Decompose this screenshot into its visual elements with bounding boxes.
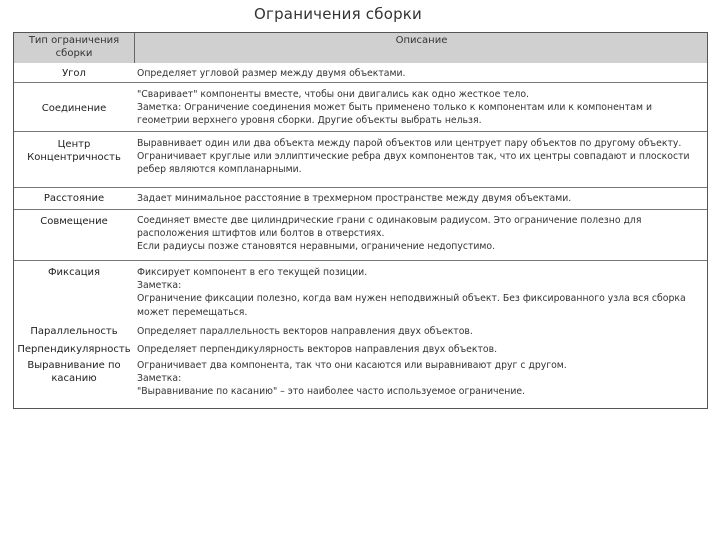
constraints-table (13, 32, 708, 409)
row-description: Ограничивает два компонента, так что они касаются или выравнивают друг с другом. Заметка: "Выравнивание по касанию" – это наиболее часто используемое ограничение. (137, 360, 567, 398)
row-description: Задает минимальное расстояние в трехмерном пространстве между двумя объектами. (137, 193, 572, 204)
row-description: Выравнивает один или два объекта между парой объектов или центрует пару объектов по другому объекту. Ограничивает круглые или эллиптические ребра двух компонентов так, что их центры совпадают и плоскости ребер являются компланарными. (137, 138, 690, 176)
row-type: Фиксация (47, 267, 101, 278)
row-description: Фиксирует компонент в его текущей позиции. Заметка: Ограничение фиксации полезно, когда вам нужен неподвижный объект. Без фиксированного узла вся сборка может перемещаться. (137, 267, 686, 318)
row-type: Совмещение (40, 216, 108, 227)
row-type: Расстояние (43, 193, 105, 204)
row-type: Выравнивание по касанию (27, 360, 121, 384)
row-type: Соединение (41, 103, 107, 114)
table-header (14, 33, 707, 63)
page-title: Ограничения сборки (254, 5, 422, 23)
row-type: Центр Концентричность (27, 139, 121, 163)
header-description: Описание (395, 35, 448, 46)
row-description: Определяет перпендикулярность векторов направления двух объектов. (137, 344, 498, 355)
header-type: Тип ограничения сборки (28, 35, 120, 59)
row-description: Определяет параллельность векторов направления двух объектов. (137, 326, 473, 337)
row-description: Определяет угловой размер между двумя объектами. (137, 68, 406, 79)
row-type: Параллельность (30, 326, 118, 337)
row-description: "Сваривает" компоненты вместе, чтобы они двигались как одно жесткое тело. Заметка: Ограничение соединения может быть применено только к компонентам или к компонентам и геометрии верхнего уровня сборки. Другие объекты выбрать нельзя. (137, 89, 652, 127)
row-type: Перпендикулярность (17, 344, 131, 355)
row-type: Угол (62, 68, 86, 79)
row-description: Соединяет вместе две цилиндрические грани с одинаковым радиусом. Это ограничение полезно для расположения штифтов или болтов в отверстиях. Если радиусы позже становятся неравными, ограничение недопустимо. (137, 215, 642, 253)
